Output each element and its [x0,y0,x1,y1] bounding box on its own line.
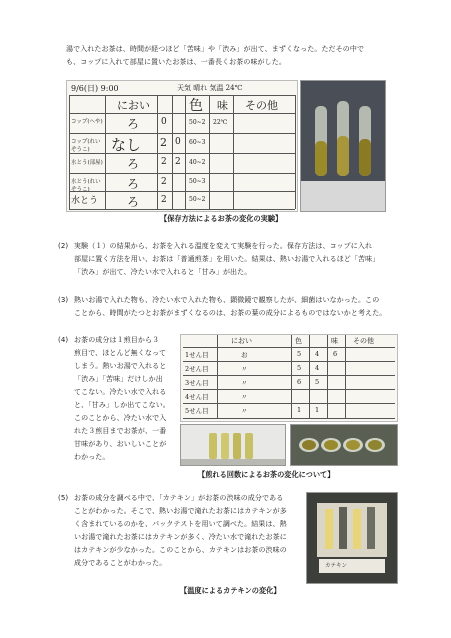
sheet-row-value: 22℃ [213,119,228,126]
sheet2-row-label: 3せん目 [185,379,209,387]
catechin-test-photo [306,492,398,584]
sheet-row-label: コップ(へや) [71,119,103,125]
sheet-row-label: 水とう(れいぞうこ) [71,179,101,193]
intro-paragraph [66,43,396,69]
catechin-test-image [307,493,397,583]
sheet2-header: 味 [331,337,338,345]
intro-line-2: も、コップに入れて部屋に置いたお茶は、一番長くお茶の味がした。 [66,58,286,66]
sheet-row-label: 水とう(部屋) [71,160,103,166]
section-2-line: 部屋に置く方法を用い、お茶は「普通煎茶」を用いた。結果は、熱いお湯で入れるほど「苦味」 [74,255,380,263]
section-5-line: いお湯で滝れたお茶にはカテキンが多く、冷たい水で滝れたお茶に [74,533,287,541]
sheet2-cell: 5 [297,364,302,372]
sheet2-cell: 〃 [241,393,248,401]
caption-storage-method: 【保存方法によるお茶の変化の実験】 [160,214,283,223]
section-5-line: く含まれているのかを、パックテストを用いて調べた。結果は、熱 [74,520,287,528]
sheet2-row-label: 4せん目 [185,393,209,401]
sheet2-cell: 6 [333,350,338,358]
section-4-line: お茶の成分は１煎目から３ [74,336,160,344]
sheet2-cell: 1 [297,406,302,414]
tea-bottles-image [181,425,285,465]
section-3-line: ことから、時間がたつとお茶がまずくなるのは、お茶の葉の成分によるものではないかと考えた。 [74,309,387,317]
sheet2-cell: 〃 [241,407,248,415]
sheet-row-value: 50~3 [189,178,206,185]
sheet-row-value: 0 [161,117,167,127]
section-4-line: 煎目で、ほとんど無くなって [74,349,167,357]
sheet2-cell: 4 [315,350,320,358]
sheet2-cell: 5 [297,350,302,358]
section-5-number: (5) [58,494,69,502]
section-4-text [74,334,174,464]
sheet-header-other: その他 [245,99,278,112]
sheet2-row-label: 5せん目 [185,407,209,415]
sheet-row-smell: ろ [127,117,140,131]
sheet-row-value: 2 [161,195,167,205]
sheet-row-smell: ろ [127,177,140,191]
section-3-number: (3) [58,296,69,304]
intro-line-1: 湯で入れたお茶は、時間が経つほど「苦味」や「渋み」が出て、まずくなった。ただその中で [66,45,365,53]
section-4-line: しまう。熱いお湯で入れると [74,362,167,370]
caption-catechin: 【温度によるカテキンの変化】 [180,586,281,595]
sheet2-header: 色 [295,337,302,345]
sheet-header-color: 色 [189,98,203,114]
sheet2-cell: お [241,351,248,359]
sheet-row-value: 2 [160,136,167,149]
sheet-row-smell: ろ [127,157,140,171]
section-4-line: 甘味があり、おいしいことが [74,440,167,448]
sheet-row-smell: ろ [127,195,140,209]
section-5-line: 成分であることがわかった。 [74,559,167,567]
sheet-weather: 天気 晴れ 気温 24℃ [177,84,243,92]
caption-brewing-count: 【煎れる回数によるお茶の変化について】 [198,470,335,479]
section-4-line: このことから、冷たい水で入 [74,414,167,422]
test-tubes-photo [300,80,386,212]
sheet-row-label: コップ(れいぞうこ) [71,139,101,153]
sheet2-cell: 4 [315,364,320,372]
storage-method-results-sheet [66,80,298,212]
test-tubes-image [301,81,385,211]
sheet-row-value: 2 [175,157,181,167]
sheet-row-label: 水とう [71,196,99,206]
sheet2-cell: 6 [297,378,302,386]
sheet2-cell: 1 [315,406,320,414]
sheet2-header: その他 [353,337,374,345]
sheet2-row-label: 2せん目 [185,365,209,373]
sheet-row-value: 60~3 [189,139,206,146]
tea-cups-image [291,425,397,465]
section-5-text [74,492,304,570]
brewing-count-results-sheet [180,334,398,422]
section-4-line: わかった。 [74,453,110,461]
sheet2-cell: 5 [315,378,320,386]
section-4-line: 「渋み」「苦味」だけしか出 [74,375,163,383]
section-4-line: てこない。冷たい水で入れる [74,388,167,396]
section-4-number: (4) [58,336,69,344]
sheet-row-value: 40~2 [189,159,206,166]
section-4-line: れた３煎目までお茶が、一番 [74,427,167,435]
sheet-row-value: 0 [175,137,181,147]
section-4-line: と、「甘み」しか出てこない。 [74,401,170,409]
sheet2-cell: 〃 [241,365,248,373]
tea-cups-photo [290,424,398,466]
section-2-line: 「渋み」が出て、冷たい水で入れると「甘み」が出た。 [74,268,252,276]
sheet-row-value: 2 [161,157,167,167]
sheet-date: 9/6(日) 9:00 [71,84,119,93]
section-2-number: (2) [58,242,69,250]
section-3-text [74,294,394,320]
catechin-test-label: カテキン [325,563,347,569]
section-5-line: ことがわかった。そこで、熱いお湯で滝れたお茶にはカテキンが多 [74,507,287,515]
section-5-line: お茶の成分を調べる中で、「カテキン」がお茶の渋味の成分である [74,494,284,502]
sheet-header-smell: におい [117,99,150,112]
sheet2-row-label: 1せん目 [185,351,209,359]
sheet-header-taste: 味 [217,99,228,112]
sheet-row-value: 2 [161,177,167,187]
section-2-line: 実験（１）の結果から、お茶を入れる温度を変えて実験を行った。保存方法は、コップに入れ [74,242,373,250]
section-3-line: 熱いお湯で入れた物も、冷たい水で入れた物も、顕微鏡で観察したが、細菌はいなかった。この [74,296,380,304]
tea-bottles-photo [180,424,286,466]
section-5-line: はカテキンが少なかった。このことから、カテキンはお茶の渋味の [74,546,287,554]
section-2-text [74,240,394,279]
sheet-row-smell: なし [111,136,142,154]
sheet2-cell: 〃 [241,379,248,387]
sheet-row-value: 50~2 [189,119,206,126]
sheet-row-value: 50~2 [189,196,206,203]
sheet2-header: におい [231,337,252,345]
